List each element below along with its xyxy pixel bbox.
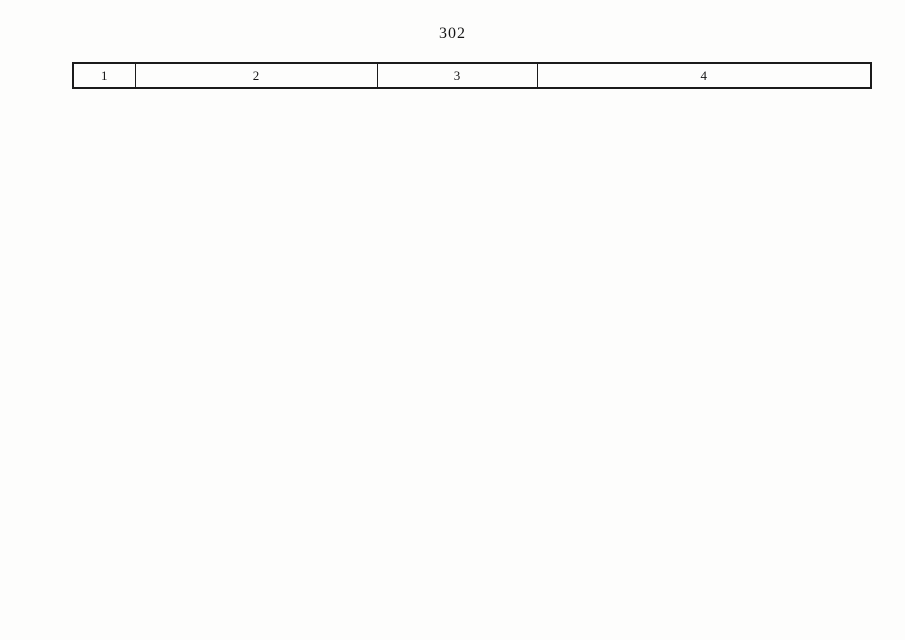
atc-classification-table [72,62,872,89]
page-number: 302 [439,25,466,42]
column-header: 3 [377,63,537,88]
column-header: 4 [537,63,871,88]
table-header-row [73,63,871,88]
column-header: 2 [135,63,377,88]
column-header: 1 [73,63,135,88]
